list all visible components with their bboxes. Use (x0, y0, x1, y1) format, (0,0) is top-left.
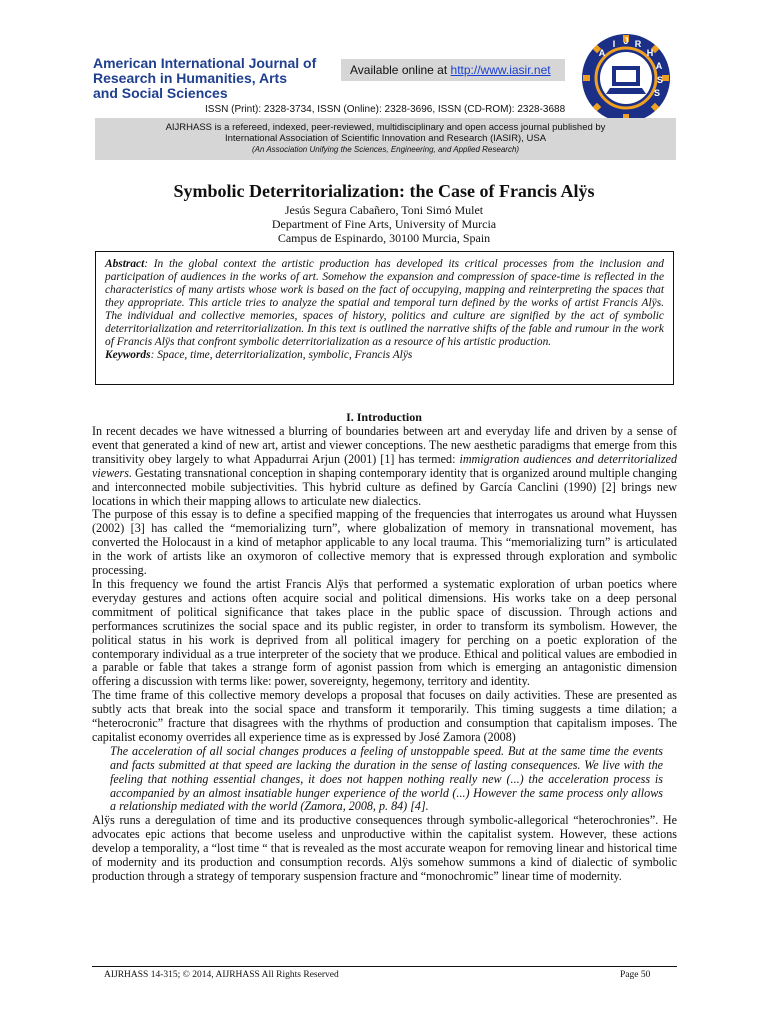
footer-copyright: AIJRHASS 14-315; © 2014, AIJRHASS All Rights Reserved (104, 970, 339, 980)
journal-tagline: (An Association Unifying the Sciences, Engineering, and Applied Research) (251, 145, 520, 154)
abstract-box (95, 251, 674, 385)
logo-letter: H (646, 48, 654, 58)
journal-name-line: American International Journal of (93, 55, 317, 71)
journal-name-line: and Social Sciences (93, 85, 228, 101)
logo-letter: A (655, 61, 663, 71)
available-online-label: Available online at (350, 63, 451, 77)
body-text-run: Gestating transnational conception in shaping contemporary identity that is organized around multiple changing and interconnected mobile subjectivities. This hybrid culture as defined by García Canclini (1990) [2] brings new locations in which their mapping allows to articulate new dialectics. (92, 465, 677, 508)
journal-name-line: Research in Humanities, Arts (93, 70, 287, 86)
keywords-label: Keywords (105, 349, 151, 361)
keywords-text: : Space, time, deterritorialization, symbolic, Francis Alÿs (150, 349, 413, 361)
body-paragraph: The purpose of this essay is to define a specified mapping of the frequencies that interrogates us around what Huyssen (2002) [3] has called the “memorializing turn”, where globalization of memory in transnational movement, has converted the Holocaust in a kind of metaphor applicable to any local trauma. This “memorializing turn” is articulated in the work of artists like an oxymoron of collective memory that is expressed through exploration and symbolic processing. (92, 507, 677, 578)
author-department: Department of Fine Arts, University of Murcia (271, 217, 497, 231)
page-number: Page 50 (620, 970, 651, 980)
section-heading: I. Introduction (346, 410, 422, 424)
abstract-text: : In the global context the artistic production has developed its critical processes from the inclusion and participation of audiences in the works of art. Somehow the expansion and compression of space-time is reflected in the characteristics of many artists whose work is based on the fact of occupying, mapping and reinterpreting the spaces that they appropriate. This article tries to analyze the spatial and temporal turn defined by the works of artist Francis Alÿs. The individual and collective memories, spaces of history, politics and culture are signified by the act of symbolic deterritorialization and reterritorialization. In this text is outlined the narrative shifts of the fable and rumour in the work of Francis Alÿs that confront symbolic deterritorialization as a resource of his artistic production. (105, 258, 664, 348)
journal-url-link[interactable]: http://www.iasir.net (450, 63, 551, 77)
abstract-paragraph (105, 258, 664, 349)
logo-letter: J (623, 36, 629, 46)
journal-name (93, 56, 333, 101)
logo-letter: I (612, 39, 616, 49)
journal-info-line: International Association of Scientific Innovation and Research (IASIR), USA (224, 133, 547, 144)
journal-logo (580, 32, 672, 124)
logo-letter: S (656, 75, 664, 85)
body-paragraph: Alÿs runs a deregulation of time and its productive consequences through symbolic-allegorical “heterochronies”. He advocates epic actions that become useless and unproductive within the capitalist system. However, these actions develop a temporality, a “lost time “ that is revealed as the most accurate weapon for removing linear and historical time of modernity and its production and consumption records. Alÿs somehow summons a kind of dialectic of symbolic production through a strategy of temporary suspension fracture and “monochromic” linear time of modernity. (92, 813, 677, 883)
body-paragraph: The time frame of this collective memory develops a proposal that focuses on daily activities. These are presented as subtly acts that break into the social space and transform it temporarily. This timing suggests a time dilation; a “heterocronic” fracture that disagrees with the rhythms of production and consumption that capitalism imposes. The capitalist economy overrides all experience time as is expressed by José Zamora (2008) (92, 688, 677, 744)
keywords-line (105, 349, 664, 362)
body-paragraph: In this frequency we found the artist Francis Alÿs that performed a systematic exploration of urban poetics where everyday gestures and actions often acquire social and political dimensions. His works take on a deep personal commitment of political significance that takes place in the public space of discussion. Through actions and performances scrutinizes the social space and its public register, in order to transform its symbolism. However, the political status in his work is deprived from all political imagery for perching on a poetic exploration of the contemporary individual as a true interpreter of the society that we produce. Ethical and political values are embodied in a parable or fable that takes a strange form of agonist passion from which is emerging an antagonistic dimension offering a discussion with terms like: power, sovereignty, hegemony, territory and identity. (92, 576, 677, 689)
issn-line: ISSN (Print): 2328-3734, ISSN (Online): 2328-3696, ISSN (CD-ROM): 2328-3688 (205, 104, 566, 115)
logo-letter: R (634, 39, 642, 49)
body-emphasis: immigration audiences and deterritorialized viewers. (92, 451, 678, 480)
author-address: Campus de Espinardo, 30100 Murcia, Spain (277, 231, 491, 245)
article-title: Symbolic Deterritorialization: the Case of Francis Alÿs (173, 181, 595, 201)
logo-letter: S (653, 88, 661, 98)
author-names: Jesús Segura Cabañero, Toni Simó Mulet (284, 203, 484, 217)
footer-divider (92, 966, 677, 967)
body-paragraph (92, 425, 677, 508)
author-block (0, 203, 768, 245)
logo-letter: A (598, 48, 606, 58)
body-text-run: In recent decades we have witnessed a blurring of boundaries between art and everyday life and driven by a sense of event that generated a kind of new art, artist and viewer conceptions. The new aesthetic paradigms that emerge from this transitivity obey largely to what Appadurrai Arjun (2001) [1] has termed: (92, 424, 677, 466)
abstract-label: Abstract (105, 258, 145, 270)
journal-info-band (95, 118, 676, 160)
journal-info-line: AIJRHASS is a refereed, indexed, peer-reviewed, multidisciplinary and open access journal published by (165, 122, 606, 133)
article-body (92, 425, 677, 884)
available-online-box (341, 59, 565, 81)
block-quote: The acceleration of all social changes produces a feeling of unstoppable speed. But at the same time the events and facts submitted at that speed are lacking the duration in the sense of lasting consequences. We live with the feeling that nothing essential changes, it does not happen nothing really new (...) the acceleration process is accompanied by an almost insatiable hunger experience of the world (...) However the same process only allows a relationship mediated with the world (Zamora, 2008, p. 84) [4]. (110, 743, 663, 814)
